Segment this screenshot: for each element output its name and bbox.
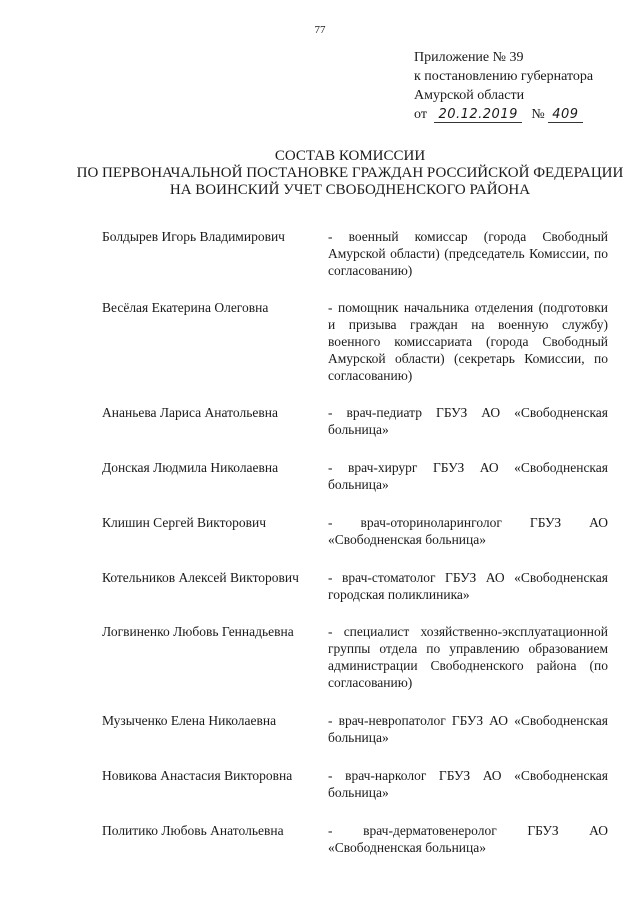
member-role: - врач-дерматовенеролог ГБУЗ АО «Свободненская больница»: [328, 823, 608, 855]
from-label: от: [414, 107, 427, 122]
member-row: [102, 712, 608, 746]
member-name: Болдырев Игорь Владимирович: [102, 229, 285, 244]
member-name: Логвиненко Любовь Геннадьевна: [102, 624, 294, 639]
member-name: Политико Любовь Анатольевна: [102, 823, 284, 838]
title-line-1: СОСТАВ КОМИССИИ: [274, 148, 426, 164]
member-role: - врач-невропатолог ГБУЗ АО «Свободненская больница»: [328, 713, 608, 745]
member-role: - специалист хозяйственно-эксплуатационной группы отдела по управлению образованием администрации Свободненского района (по согласованию): [328, 624, 608, 690]
appendix-date-line: [414, 105, 593, 124]
appendix-title: Приложение № 39: [414, 50, 524, 65]
member-row: [102, 767, 608, 801]
member-row: [102, 459, 608, 493]
title-line-3: НА ВОИНСКИЙ УЧЕТ СВОБОДНЕНСКОГО РАЙОНА: [169, 182, 531, 198]
handwritten-date: 20.12.2019: [434, 107, 521, 123]
member-role: - помощник начальника отделения (подготовки и призыва граждан на военную службу) военного комиссариата (города Свободный Амурской области) (секретарь Комиссии, по согласованию): [328, 300, 608, 383]
member-name: Ананьева Лариса Анатольевна: [102, 405, 278, 420]
handwritten-number: 409: [548, 107, 582, 123]
member-row: [102, 228, 608, 279]
appendix-header: [414, 48, 593, 124]
member-row: [102, 514, 608, 548]
appendix-reference: к постановлению губернатора: [414, 69, 594, 84]
member-name: Котельников Алексей Викторович: [102, 570, 299, 585]
member-role: - врач-оториноларинголог ГБУЗ АО «Свободненская больница»: [328, 515, 608, 547]
member-row: [102, 623, 608, 691]
member-name: Донская Людмила Николаевна: [102, 460, 279, 475]
member-name: Весёлая Екатерина Олеговна: [102, 300, 269, 315]
document-title: [60, 148, 640, 199]
member-name: Клишин Сергей Викторович: [102, 515, 267, 530]
member-role: - врач-нарколог ГБУЗ АО «Свободненская больница»: [328, 768, 608, 800]
member-row: [102, 404, 608, 438]
member-name: Новикова Анастасия Викторовна: [102, 768, 293, 783]
member-role: - военный комиссар (города Свободный Амурской области) (председатель Комиссии, по согласованию): [328, 229, 608, 278]
page-number: 77: [314, 24, 326, 36]
member-name: Музыченко Елена Николаевна: [102, 713, 277, 728]
member-row: [102, 822, 608, 856]
member-row: [102, 299, 608, 384]
number-label: №: [531, 107, 545, 122]
commission-members-list: [102, 228, 608, 856]
member-role: - врач-стоматолог ГБУЗ АО «Свободненская городская поликлиника»: [328, 570, 608, 602]
appendix-region: Амурской области: [414, 88, 525, 103]
member-role: - врач-хирург ГБУЗ АО «Свободненская больница»: [328, 460, 608, 492]
member-row: [102, 569, 608, 603]
member-role: - врач-педиатр ГБУЗ АО «Свободненская больница»: [328, 405, 608, 437]
title-line-2: ПО ПЕРВОНАЧАЛЬНОЙ ПОСТАНОВКЕ ГРАЖДАН РОССИЙСКОЙ ФЕДЕРАЦИИ: [76, 165, 624, 181]
